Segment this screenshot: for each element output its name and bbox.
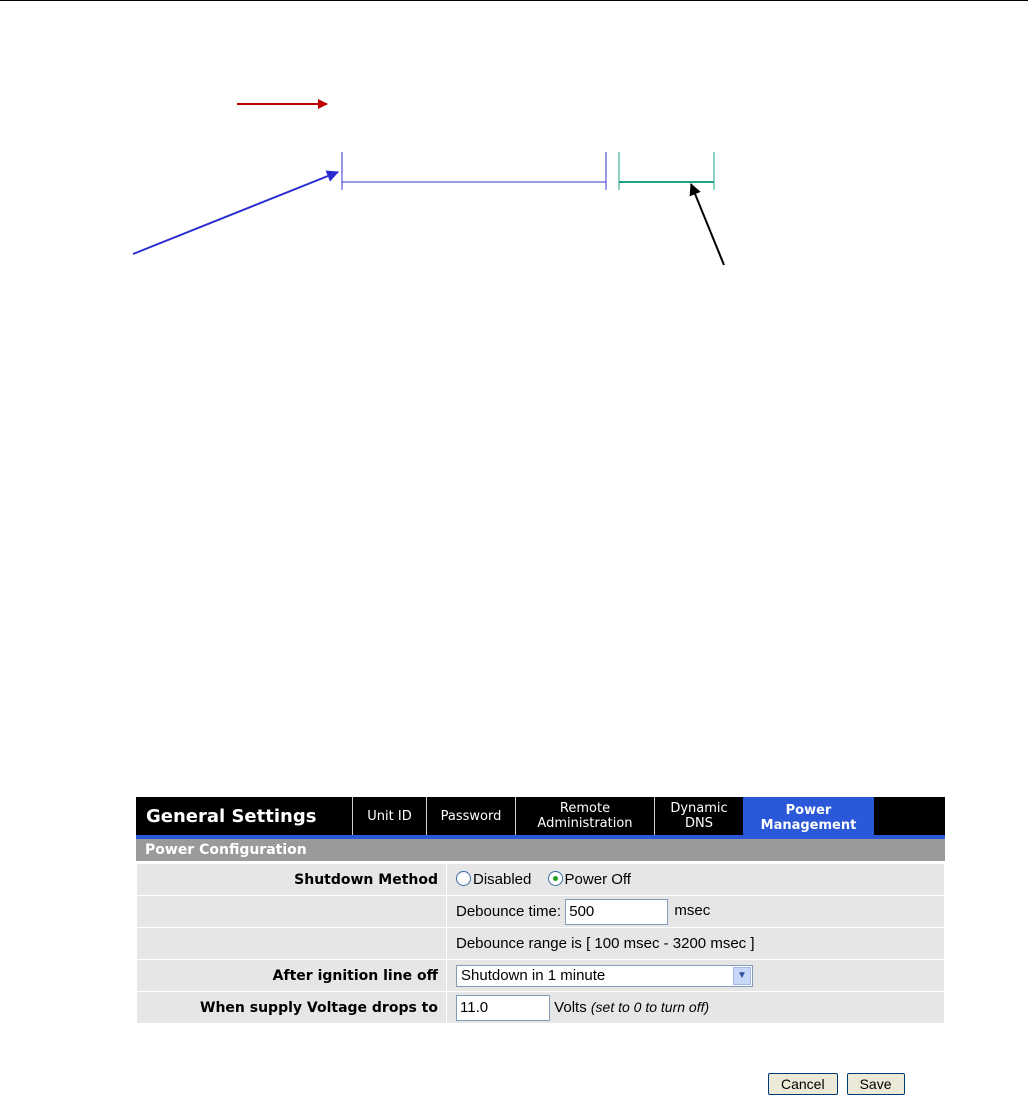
section-header: Power Configuration <box>136 839 945 863</box>
form-row-debounce-time <box>137 896 945 928</box>
disabled-radio-label: Disabled <box>473 871 532 888</box>
ignition-off-selected-value: Shutdown in 1 minute <box>461 967 606 984</box>
ignition-off-select[interactable] <box>456 965 753 987</box>
tab-remote-administration-label: Remote Administration <box>537 801 633 831</box>
shutdown-method-label: Shutdown Method <box>137 864 447 896</box>
chevron-down-icon: ▼ <box>733 967 751 985</box>
debounce-range-text: Debounce range is [ 100 msec - 3200 msec ] <box>447 928 945 960</box>
supply-voltage-input[interactable] <box>456 995 550 1021</box>
debounce-time-cell <box>447 896 945 928</box>
panel-title: General Settings <box>146 805 317 827</box>
form-row-debounce-range <box>137 928 945 960</box>
form-row-shutdown-method <box>137 864 945 896</box>
power-off-radio-label: Power Off <box>564 871 631 888</box>
tab-dynamic-dns[interactable] <box>654 797 744 835</box>
debounce-time-label: Debounce time: <box>456 902 562 920</box>
ignition-off-cell <box>447 960 945 992</box>
tab-dynamic-dns-label: Dynamic DNS <box>670 801 728 831</box>
supply-voltage-hint: (set to 0 to turn off) <box>590 998 710 1015</box>
annotation-diagram <box>0 0 1028 300</box>
tab-remote-administration[interactable] <box>515 797 655 835</box>
cancel-button[interactable]: Cancel <box>768 1073 838 1095</box>
form-row-ignition-off <box>137 960 945 992</box>
supply-voltage-unit: Volts <box>554 998 587 1016</box>
form-row-supply-voltage <box>137 992 945 1024</box>
supply-voltage-cell <box>447 992 945 1024</box>
supply-voltage-label: When supply Voltage drops to <box>137 992 447 1024</box>
empty-label-cell <box>137 896 447 928</box>
tab-power-management[interactable] <box>743 797 874 839</box>
save-button[interactable]: Save <box>847 1073 905 1095</box>
form-buttons <box>768 1073 905 1095</box>
tab-unit-id[interactable] <box>352 797 427 835</box>
debounce-time-unit: msec <box>674 902 711 920</box>
debounce-time-input[interactable] <box>565 899 668 925</box>
teal-bracket <box>619 152 714 190</box>
tab-power-management-label: Power Management <box>760 803 857 833</box>
shutdown-method-options <box>447 864 945 896</box>
blue-arrow <box>133 172 338 254</box>
tab-password[interactable] <box>426 797 516 835</box>
tab-password-label: Password <box>440 808 502 824</box>
power-management-panel <box>136 797 945 1024</box>
disabled-radio[interactable] <box>456 871 471 886</box>
power-off-radio[interactable] <box>548 871 563 886</box>
empty-label-cell <box>137 928 447 960</box>
tab-unit-id-label: Unit ID <box>367 808 412 824</box>
ignition-off-label: After ignition line off <box>137 960 447 992</box>
blue-bracket <box>342 152 606 190</box>
settings-tab-bar <box>136 797 945 839</box>
power-config-form <box>136 863 945 1024</box>
black-arrow <box>691 184 724 265</box>
